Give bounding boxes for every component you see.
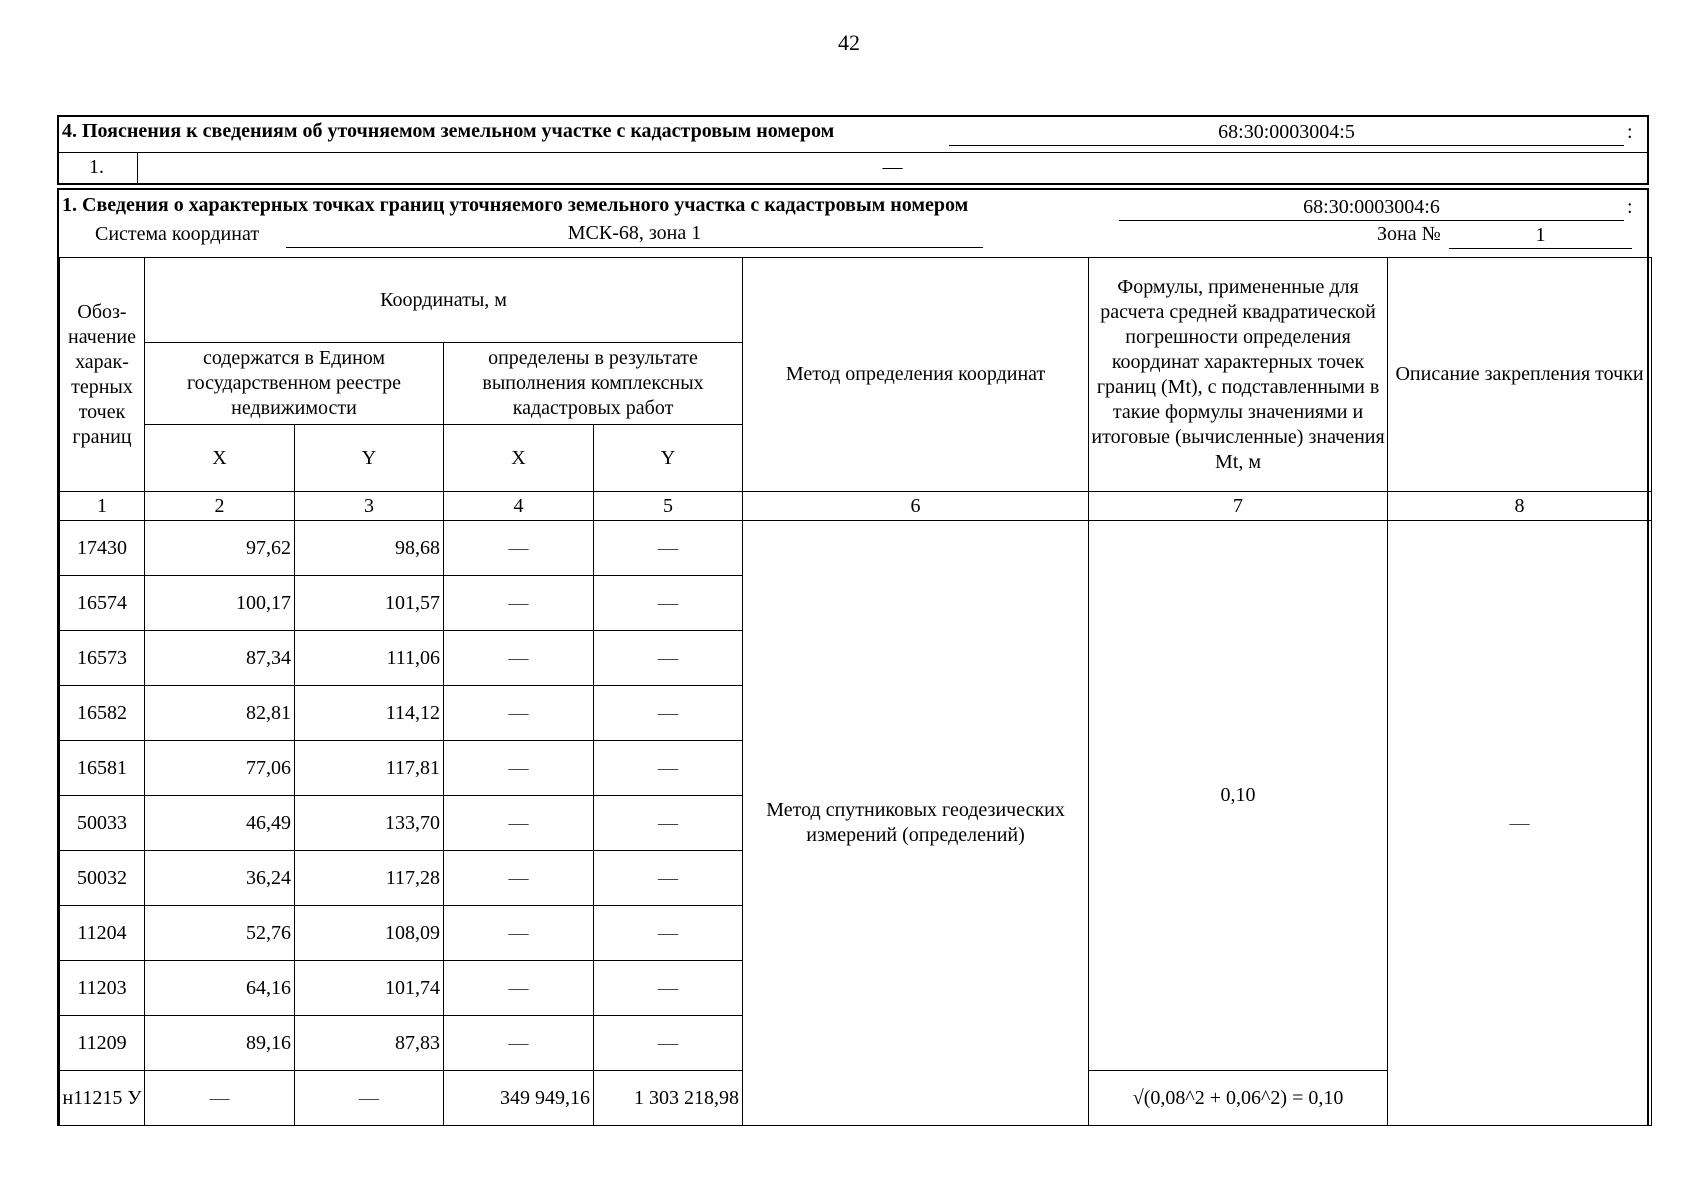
document-frame xyxy=(57,115,1649,1126)
point-id: 17430 xyxy=(60,521,145,576)
header-formulas: Формулы, примененные для расчета средней квадратической погрешности определения координат характерных точек границ (Mt), с подставленными в такие формулы значениями и итоговые (вычисленные) значения Mt, м xyxy=(1089,258,1388,492)
zone-value: 1 xyxy=(1449,224,1632,249)
x-complex-value: — xyxy=(444,961,594,1016)
y-egrn-value: 111,06 xyxy=(295,631,444,686)
y-complex-value: — xyxy=(594,631,743,686)
col-number: 2 xyxy=(145,492,295,521)
x-egrn-value: 64,16 xyxy=(145,961,295,1016)
header-description: Описание закрепления точки xyxy=(1388,258,1652,492)
y-complex-value: — xyxy=(594,796,743,851)
x-egrn-value: 46,49 xyxy=(145,796,295,851)
y-egrn-value: 101,57 xyxy=(295,576,444,631)
x-complex-value: — xyxy=(444,741,594,796)
header-x-egrn: X xyxy=(145,425,295,492)
x-complex-value: — xyxy=(444,906,594,961)
section-4-row-value: — xyxy=(882,156,903,178)
col-number: 6 xyxy=(743,492,1089,521)
page-number: 42 xyxy=(838,30,860,55)
x-complex-value: — xyxy=(444,796,594,851)
y-egrn-value: 98,68 xyxy=(295,521,444,576)
points-table xyxy=(59,257,1652,1126)
y-egrn-value: 114,12 xyxy=(295,686,444,741)
x-complex-value: — xyxy=(444,631,594,686)
y-complex-value: 1 303 218,98 xyxy=(594,1071,743,1126)
col-number: 8 xyxy=(1388,492,1652,521)
section-4-cadastral-number: 68:30:0003004:5 xyxy=(949,121,1624,146)
section-1-title: 1. Сведения о характерных точках границ уточняемого земельного участка с кадастровым номером xyxy=(62,194,969,216)
header-y-complex: Y xyxy=(594,425,743,492)
section-1-colon: : xyxy=(1627,196,1633,218)
x-egrn-value: 97,62 xyxy=(145,521,295,576)
x-egrn-value: 100,17 xyxy=(145,576,295,631)
zone-label: Зона № xyxy=(1377,223,1441,245)
x-egrn-value: — xyxy=(145,1071,295,1126)
section-4-row xyxy=(59,152,1647,183)
y-complex-value: — xyxy=(594,1016,743,1071)
y-egrn-value: 117,28 xyxy=(295,851,444,906)
point-id: 50032 xyxy=(60,851,145,906)
y-complex-value: — xyxy=(594,961,743,1016)
point-id: н11215 У xyxy=(60,1071,145,1126)
description-value: — xyxy=(1388,521,1652,1126)
y-egrn-value: 108,09 xyxy=(295,906,444,961)
point-id: 11203 xyxy=(60,961,145,1016)
x-egrn-value: 89,16 xyxy=(145,1016,295,1071)
y-complex-value: — xyxy=(594,576,743,631)
mt-value: 0,10 xyxy=(1089,521,1388,1071)
x-egrn-value: 82,81 xyxy=(145,686,295,741)
y-complex-value: — xyxy=(594,521,743,576)
y-egrn-value: 101,74 xyxy=(295,961,444,1016)
section-4-title: 4. Пояснения к сведениям об уточняемом земельном участке с кадастровым номером xyxy=(62,120,835,142)
y-egrn-value: 133,70 xyxy=(295,796,444,851)
method-value: Метод спутниковых геодезических измерений (определений) xyxy=(743,521,1089,1126)
y-complex-value: — xyxy=(594,686,743,741)
y-complex-value: — xyxy=(594,851,743,906)
header-y-egrn: Y xyxy=(295,425,444,492)
point-id: 16574 xyxy=(60,576,145,631)
header-method: Метод определения координат xyxy=(743,258,1089,492)
section-4-row-number: 1. xyxy=(59,153,138,183)
point-id: 11209 xyxy=(60,1016,145,1071)
header-egrn: содержатся в Едином государственном реестре недвижимости xyxy=(145,343,444,425)
coord-system-value: МСК-68, зона 1 xyxy=(286,222,983,248)
mt-formula: √(0,08^2 + 0,06^2) = 0,10 xyxy=(1089,1071,1388,1126)
col-number: 1 xyxy=(60,492,145,521)
point-id: 11204 xyxy=(60,906,145,961)
section-1-cadastral-number: 68:30:0003004:6 xyxy=(1119,196,1624,221)
x-complex-value: — xyxy=(444,521,594,576)
y-egrn-value: 87,83 xyxy=(295,1016,444,1071)
y-complex-value: — xyxy=(594,741,743,796)
y-complex-value: — xyxy=(594,906,743,961)
section-1-header xyxy=(59,190,1647,257)
section-4-header xyxy=(59,117,1647,152)
table-row xyxy=(60,521,1652,576)
x-complex-value: — xyxy=(444,576,594,631)
x-egrn-value: 52,76 xyxy=(145,906,295,961)
col-number: 7 xyxy=(1089,492,1388,521)
point-id: 16573 xyxy=(60,631,145,686)
point-id: 16582 xyxy=(60,686,145,741)
y-egrn-value: — xyxy=(295,1071,444,1126)
x-complex-value: 349 949,16 xyxy=(444,1071,594,1126)
x-egrn-value: 36,24 xyxy=(145,851,295,906)
section-4-colon: : xyxy=(1627,121,1633,143)
point-id: 50033 xyxy=(60,796,145,851)
x-complex-value: — xyxy=(444,1016,594,1071)
y-egrn-value: 117,81 xyxy=(295,741,444,796)
col-number: 4 xyxy=(444,492,594,521)
header-x-complex: X xyxy=(444,425,594,492)
x-egrn-value: 87,34 xyxy=(145,631,295,686)
x-complex-value: — xyxy=(444,686,594,741)
x-complex-value: — xyxy=(444,851,594,906)
section-1 xyxy=(57,188,1649,1126)
col-number: 5 xyxy=(594,492,743,521)
header-coordinates: Координаты, м xyxy=(145,258,743,343)
col-number: 3 xyxy=(295,492,444,521)
coord-system-label: Система координат xyxy=(95,223,260,245)
x-egrn-value: 77,06 xyxy=(145,741,295,796)
header-designation: Обоз-начение харак-терных точек границ xyxy=(60,258,145,492)
section-4 xyxy=(57,115,1649,185)
header-complex: определены в результате выполнения комплексных кадастровых работ xyxy=(444,343,743,425)
point-id: 16581 xyxy=(60,741,145,796)
